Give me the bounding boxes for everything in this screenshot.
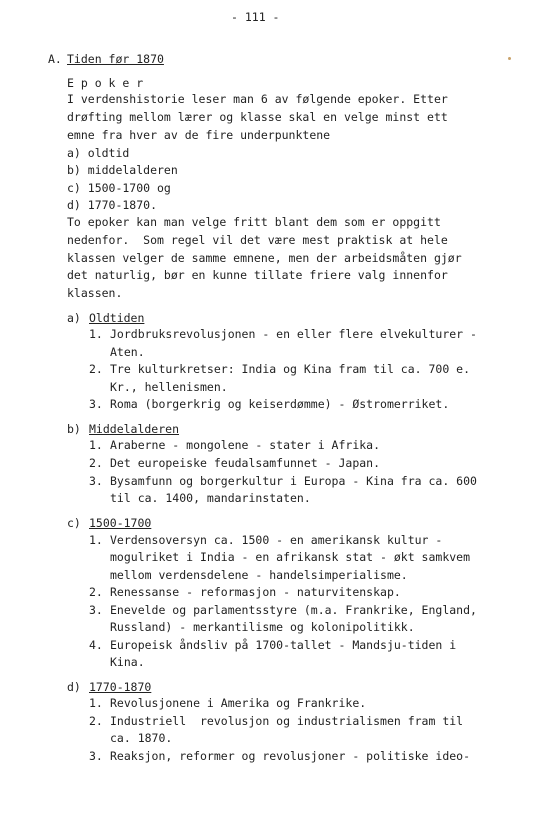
- item-number: 3.: [89, 749, 103, 763]
- speck-mark: [508, 57, 511, 60]
- intro-line: nedenfor. Som regel vil det være mest praktisk at hele: [67, 233, 448, 247]
- item-text: Aten.: [110, 345, 145, 359]
- intro-list-item: c) 1500-1700 og: [67, 181, 171, 195]
- item-text: mogulriket i India - en afrikansk stat - økt samkvem: [110, 550, 471, 564]
- item-number: 2.: [89, 714, 103, 728]
- intro-line: klassen.: [67, 286, 123, 300]
- item-number: 2.: [89, 362, 103, 376]
- intro-line: I verdenshistorie leser man 6 av følgende epoker. Etter: [67, 92, 448, 106]
- period-title: Oldtiden: [89, 311, 145, 325]
- item-text: Russland) - merkantilisme og kolonipolitikk.: [110, 620, 415, 634]
- item-text: Industriell revolusjon og industrialismen fram til: [110, 714, 464, 728]
- intro-list-item: d) 1770-1870.: [67, 198, 158, 212]
- item-number: 3.: [89, 603, 103, 617]
- item-text: Kr., hellenismen.: [110, 380, 228, 394]
- intro-line: det naturlig, bør en kunne tillate friere valg innenfor: [67, 268, 448, 282]
- intro-list-item: b) middelalderen: [67, 163, 178, 177]
- period-letter: c): [67, 516, 81, 530]
- item-text: Kina.: [110, 655, 145, 669]
- intro-line: To epoker kan man velge fritt blant dem som er oppgitt: [67, 215, 441, 229]
- item-text: Reaksjon, reformer og revolusjoner - politiske ideo-: [110, 749, 471, 763]
- period-letter: a): [67, 311, 81, 325]
- item-text: Tre kulturkretser: India og Kina fram til ca. 700 e.: [110, 362, 471, 376]
- item-number: 2.: [89, 456, 103, 470]
- item-text: Det europeiske feudalsamfunnet - Japan.: [110, 456, 381, 470]
- item-number: 1.: [89, 696, 103, 710]
- period-letter: d): [67, 680, 81, 694]
- intro-heading: E p o k e r: [67, 76, 144, 90]
- item-text: Europeisk åndsliv på 1700-tallet - Mandsju-tiden i: [110, 638, 457, 652]
- item-number: 1.: [89, 533, 103, 547]
- item-number: 3.: [89, 474, 103, 488]
- item-text: Enevelde og parlamentsstyre (m.a. Frankrike, England,: [110, 603, 477, 617]
- section-title: Tiden før 1870: [67, 52, 164, 66]
- item-number: 4.: [89, 638, 103, 652]
- item-text: Bysamfunn og borgerkultur i Europa - Kina fra ca. 600: [110, 474, 477, 488]
- item-text: Revolusjonene i Amerika og Frankrike.: [110, 696, 367, 710]
- item-text: Araberne - mongolene - stater i Afrika.: [110, 438, 381, 452]
- page-number: - 111 -: [231, 10, 280, 24]
- item-text: Jordbruksrevolusjonen - en eller flere elvekulturer -: [110, 327, 477, 341]
- item-number: 1.: [89, 327, 103, 341]
- period-title: Middelalderen: [89, 422, 180, 436]
- item-text: ca. 1870.: [110, 731, 173, 745]
- item-text: Verdensoversyn ca. 1500 - en amerikansk kultur -: [110, 533, 443, 547]
- item-text: mellom verdensdelene - handelsimperialisme.: [110, 568, 408, 582]
- period-letter: b): [67, 422, 81, 436]
- intro-line: drøfting mellom lærer og klasse skal en velge minst ett: [67, 110, 448, 124]
- item-number: 3.: [89, 397, 103, 411]
- period-title: 1500-1700: [89, 516, 152, 530]
- item-text: til ca. 1400, mandarinstaten.: [110, 491, 311, 505]
- intro-line: emne fra hver av de fire underpunktene: [67, 128, 331, 142]
- period-title: 1770-1870: [89, 680, 152, 694]
- intro-list-item: a) oldtid: [67, 146, 130, 160]
- item-number: 2.: [89, 585, 103, 599]
- section-prefix: A.: [48, 52, 62, 66]
- item-text: Renessanse - reformasjon - naturvitenskap.: [110, 585, 401, 599]
- item-text: Roma (borgerkrig og keiserdømme) - Østromerriket.: [110, 397, 450, 411]
- item-number: 1.: [89, 438, 103, 452]
- intro-line: klassen velger de samme emnene, men der arbeidsmåten gjør: [67, 251, 462, 265]
